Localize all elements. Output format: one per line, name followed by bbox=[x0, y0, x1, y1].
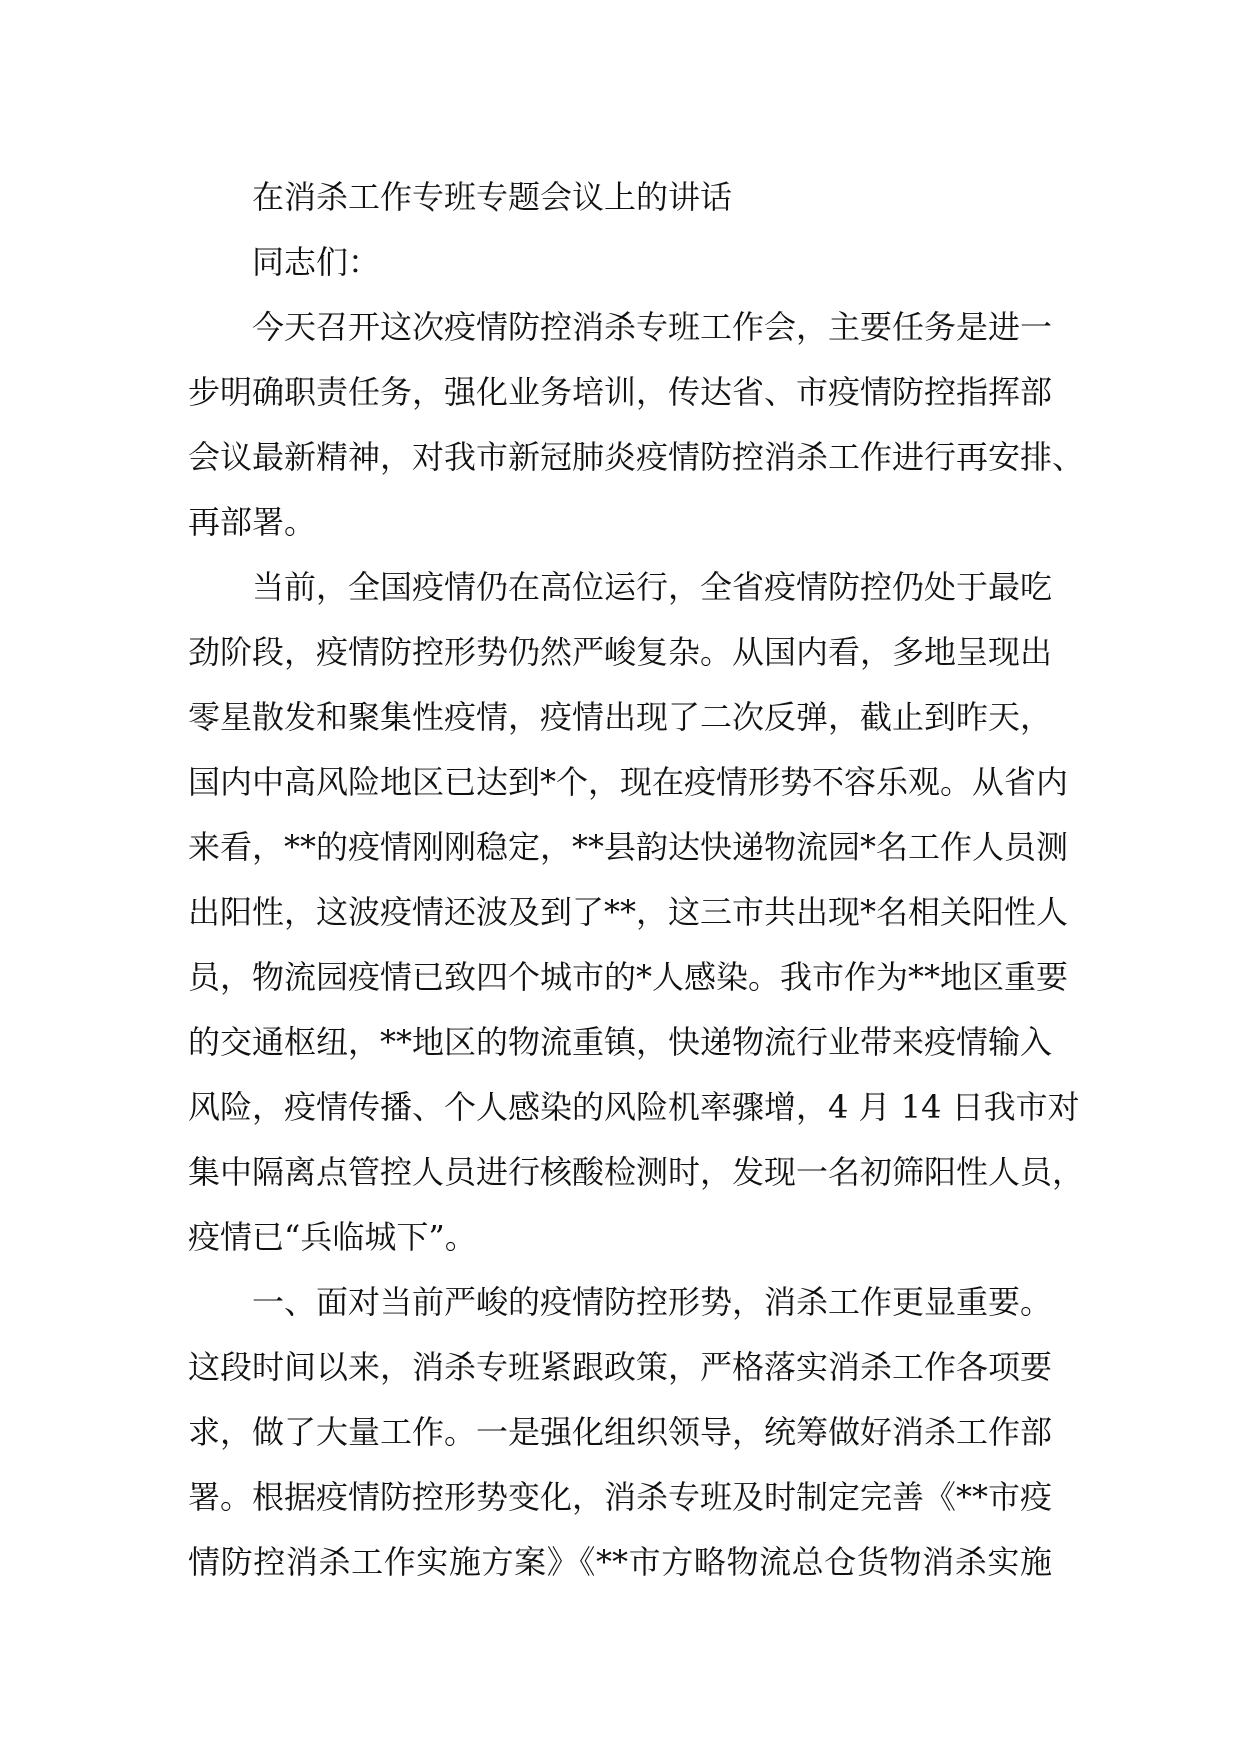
paragraph-line: 疫情已“兵临城下”。 bbox=[188, 1218, 477, 1256]
paragraph-line: 员，物流园疫情已致四个城市的*人感染。我市作为**地区重要 bbox=[188, 958, 1069, 996]
paragraph-line: 来看，**的疫情刚刚稳定，**县韵达快递物流园*名工作人员测 bbox=[188, 828, 1069, 866]
paragraph-line: 当前，全国疫情仍在高位运行，全省疫情防控仍处于最吃 bbox=[252, 568, 1053, 606]
paragraph-line: 风险，疫情传播、个人感染的风险机率骤增，4 月 14 日我市对 bbox=[188, 1088, 1080, 1126]
paragraph-line: 国内中高风险地区已达到*个，现在疫情形势不容乐观。从省内 bbox=[188, 763, 1069, 801]
paragraph-line: 步明确职责任务，强化业务培训，传达省、市疫情防控指挥部 bbox=[188, 373, 1053, 411]
paragraph-line: 署。根据疫情防控形势变化，消杀专班及时制定完善《**市疫 bbox=[188, 1478, 1053, 1516]
paragraph-line: 会议最新精神，对我市新冠肺炎疫情防控消杀工作进行再安排、 bbox=[188, 438, 1085, 476]
paragraph-line: 劲阶段，疫情防控形势仍然严峻复杂。从国内看，多地呈现出 bbox=[188, 633, 1053, 671]
paragraph-line: 出阳性，这波疫情还波及到了**，这三市共出现*名相关阳性人 bbox=[188, 893, 1069, 931]
paragraph bbox=[188, 555, 1085, 1270]
salutation: 同志们： bbox=[252, 243, 381, 281]
paragraph-line: 零星散发和聚集性疫情，疫情出现了二次反弹，截止到昨天， bbox=[188, 698, 1053, 736]
document-body bbox=[188, 165, 1085, 1595]
paragraph-line: 集中隔离点管控人员进行核酸检测时，发现一名初筛阳性人员， bbox=[188, 1153, 1085, 1191]
document-title: 在消杀工作专班专题会议上的讲话 bbox=[252, 178, 733, 216]
paragraph-line: 再部署。 bbox=[188, 503, 317, 541]
paragraph bbox=[188, 295, 1085, 555]
paragraph-line: 的交通枢纽，**地区的物流重镇，快递物流行业带来疫情输入 bbox=[188, 1023, 1053, 1061]
paragraph bbox=[188, 1270, 1052, 1595]
paragraph-line: 这段时间以来，消杀专班紧跟政策，严格落实消杀工作各项要 bbox=[188, 1348, 1053, 1386]
paragraph-line: 一、面对当前严峻的疫情防控形势，消杀工作更显重要。 bbox=[252, 1283, 1053, 1321]
paragraph-line: 情防控消杀工作实施方案》《**市方略物流总仓货物消杀实施 bbox=[188, 1543, 1052, 1581]
paragraph-line: 今天召开这次疫情防控消杀专班工作会，主要任务是进一 bbox=[252, 308, 1053, 346]
paragraph-line: 求，做了大量工作。一是强化组织领导，统筹做好消杀工作部 bbox=[188, 1413, 1053, 1451]
